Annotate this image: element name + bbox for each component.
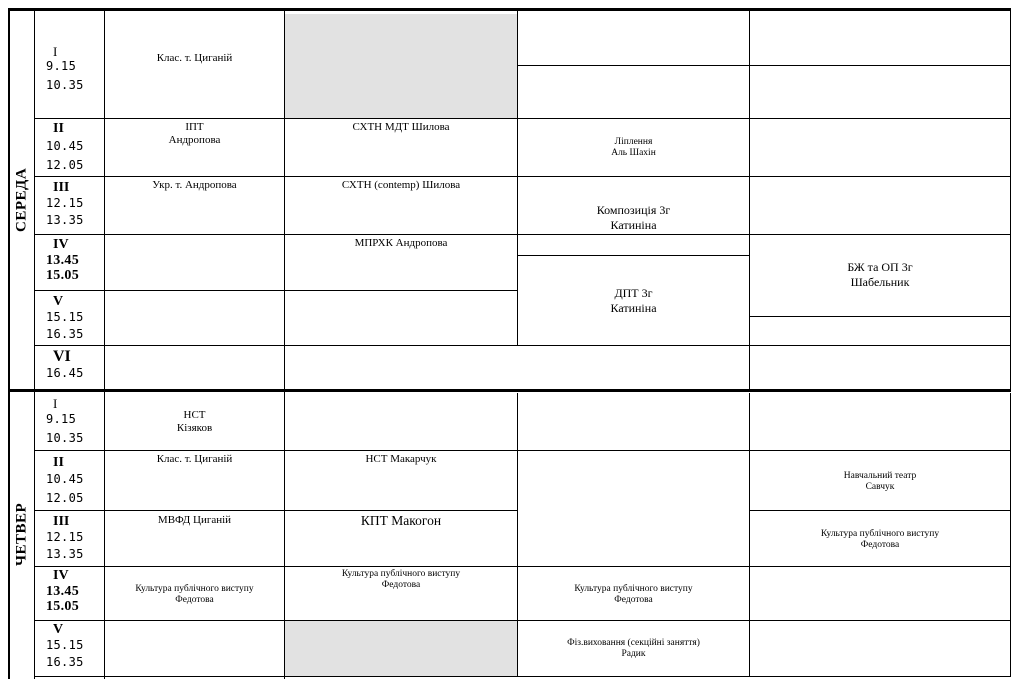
period-end: 12.05: [46, 491, 84, 505]
class-cell: НСТ Макарчук: [365, 453, 437, 465]
period-end: 15.05: [46, 268, 79, 283]
border-right: [1010, 393, 1011, 676]
period-number: V: [53, 294, 64, 309]
day-separator: [8, 389, 1011, 392]
period-cell: [46, 237, 104, 283]
period-start: 10.45: [46, 472, 84, 486]
row-line: [749, 176, 1011, 177]
period-number: III: [53, 180, 70, 195]
period-number: VI: [53, 348, 71, 365]
period-cell: [46, 396, 104, 446]
col-line: [104, 8, 105, 679]
period-end: 10.35: [46, 431, 84, 445]
class-cell: Навчальний театр Савчук: [843, 471, 917, 492]
period-number: III: [53, 514, 70, 529]
period-number: II: [53, 121, 64, 136]
class-cell: БЖ та ОП 3г Шабельник: [847, 260, 913, 289]
period-cell: [46, 622, 104, 670]
class-cell: Укр. т. Андропова: [152, 179, 237, 191]
class-cell: Культура публічного виступу Федотова: [820, 529, 940, 550]
period-start: 9.15: [46, 412, 77, 426]
period-number: II: [53, 455, 64, 470]
class-cell: Клас. т. Циганій: [156, 52, 233, 64]
row-line: [517, 255, 749, 256]
period-cell: [46, 514, 104, 562]
period-number: IV: [53, 237, 69, 252]
day-label-wednesday: СЕРЕДА: [13, 167, 30, 233]
row-line: [34, 345, 1011, 346]
shaded-cell: [284, 620, 517, 676]
period-start: 13.45: [46, 584, 79, 599]
border-top: [8, 8, 1011, 11]
class-cell: Культура публічного виступу Федотова: [341, 569, 461, 590]
period-start: 16.45: [46, 366, 84, 380]
row-line: [34, 676, 1011, 677]
class-cell: Композиція 3г Катиніна: [596, 203, 671, 232]
class-cell: ІПТ Андропова: [168, 121, 221, 146]
col-line: [517, 393, 518, 676]
period-cell: [46, 455, 104, 506]
period-start: 12.15: [46, 530, 84, 544]
period-number: I: [53, 396, 58, 411]
period-end: 16.35: [46, 655, 84, 669]
class-cell: Культура публічного виступу Федотова: [574, 584, 693, 605]
shaded-cell: [284, 14, 517, 118]
row-line: [517, 65, 1011, 66]
row-line: [34, 620, 1011, 621]
period-start: 12.15: [46, 196, 84, 210]
class-cell: Фіз.виховання (секційні заняття) Радик: [567, 638, 700, 659]
row-line: [34, 234, 517, 235]
row-line: [34, 450, 1011, 451]
period-number: I: [53, 44, 58, 59]
period-end: 13.35: [46, 213, 84, 227]
class-cell: СХТН МДТ Шилова: [352, 121, 450, 133]
class-cell: Ліплення Аль Шахін: [611, 137, 656, 158]
period-start: 13.45: [46, 253, 79, 268]
class-cell: МПРХК Андропова: [354, 237, 448, 249]
period-cell: [46, 568, 104, 614]
class-cell: МВФД Циганій: [157, 514, 232, 526]
class-cell: СХТН (contemp) Шилова: [341, 179, 461, 191]
period-end: 16.35: [46, 327, 84, 341]
row-line: [517, 234, 1011, 235]
period-start: 9.15: [46, 59, 77, 73]
period-cell: [46, 44, 104, 93]
row-line: [749, 316, 1011, 317]
period-end: 12.05: [46, 158, 84, 172]
row-line: [34, 118, 1011, 119]
class-cell: НСТ Кізяков: [176, 409, 213, 434]
period-end: 15.05: [46, 599, 79, 614]
row-line: [34, 566, 1011, 567]
row-line: [749, 510, 1011, 511]
period-number: V: [53, 622, 64, 637]
day-label-thursday: ЧЕТВЕР: [13, 502, 30, 566]
period-start: 15.15: [46, 638, 84, 652]
period-start: 15.15: [46, 310, 84, 324]
period-end: 10.35: [46, 78, 84, 92]
class-cell: Культура публічного виступу Федотова: [135, 584, 254, 605]
row-line: [34, 290, 517, 291]
period-cell: [46, 349, 104, 381]
period-cell: [46, 121, 104, 173]
period-cell: [46, 294, 104, 342]
period-cell: [46, 180, 104, 228]
period-number: IV: [53, 568, 69, 583]
period-end: 13.35: [46, 547, 84, 561]
col-line: [34, 8, 35, 679]
class-cell: ДПТ 3г Катиніна: [610, 286, 657, 315]
class-cell: КПТ Макогон: [360, 513, 442, 528]
period-start: 10.45: [46, 139, 84, 153]
class-cell: Клас. т. Циганій: [156, 453, 233, 465]
row-line: [34, 176, 749, 177]
row-line: [34, 510, 517, 511]
